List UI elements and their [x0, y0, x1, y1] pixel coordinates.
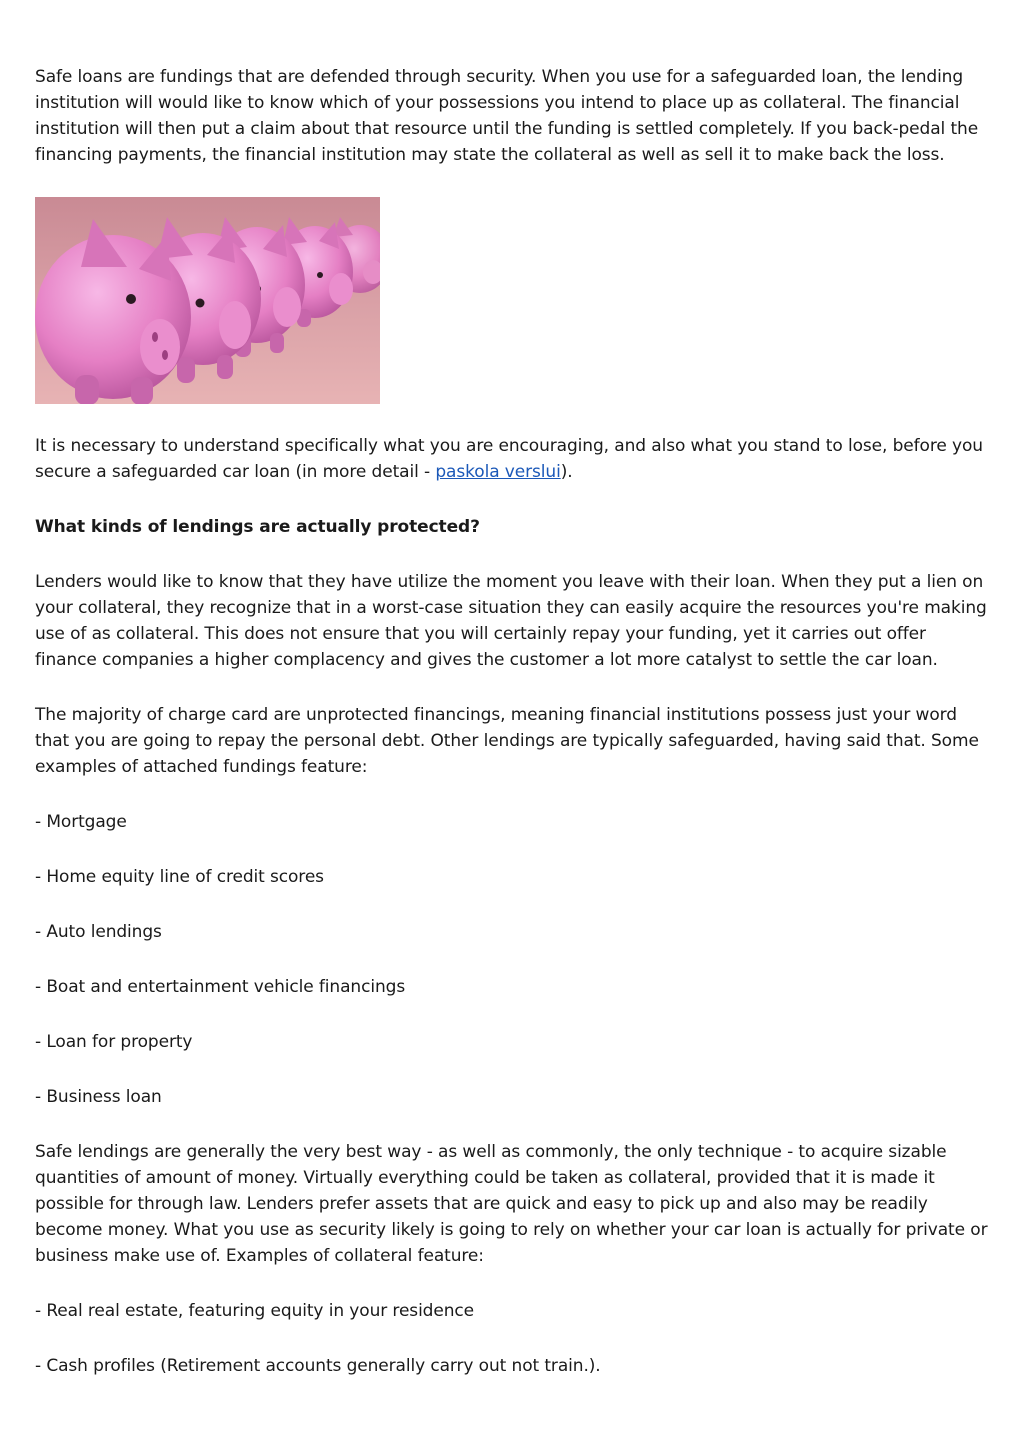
lenders-paragraph: Lenders would like to know that they have utilize the moment you leave with their loan. When they put a lien on your collateral, they recognize that in a worst-case situation they can easily acquire the resources you're making use of as collateral. This does not ensure that you will certainly repay your funding, yet it carries out offer finance companies a higher complacency and gives the customer a lot more catalyst to settle the car loan. [35, 572, 987, 670]
credit-cards-paragraph: The majority of charge card are unprotected financings, meaning financial institutions possess just your word that you are going to repay the personal debt. Other lendings are typically safeguarded, having said that. Some examples of attached fundings feature: [35, 705, 979, 777]
paskola-verslui-link[interactable]: paskola verslui [435, 462, 561, 482]
list-item: - Cash profiles (Retirement accounts generally carry out not train.). [35, 1356, 601, 1376]
document-body [35, 64, 990, 1379]
list-item: - Real real estate, featuring equity in your residence [35, 1301, 475, 1321]
list-item: - Mortgage [35, 812, 127, 832]
intro-paragraph: Safe loans are fundings that are defended through security. When you use for a safeguarded loan, the lending institution will would like to know which of your possessions you intend to place up as collateral. The financial institution will then put a claim about that resource until the funding is settled completely. If you back-pedal the financing payments, the financial institution may state the collateral as well as sell it to make back the loss. [35, 67, 979, 165]
section-heading: What kinds of lendings are actually protected? [35, 517, 480, 537]
list-item: - Boat and entertainment vehicle financings [35, 977, 406, 997]
detail-paragraph: It is necessary to understand specifically what you are encouraging, and also what you stand to lose, before you secure a safeguarded car loan (in more detail - paskola verslui). [35, 436, 983, 482]
safe-lendings-paragraph: Safe lendings are generally the very best way - as well as commonly, the only technique - to acquire sizable quantities of amount of money. Virtually everything could be taken as collateral, provided that it is made it possible for through law. Lenders prefer assets that are quick and easy to pick up and also may be readily become money. What you use as security likely is going to rely on whether your car loan is actually for private or business make use of. Examples of collateral feature: [35, 1142, 988, 1266]
list-item: - Home equity line of credit scores [35, 867, 324, 887]
list-item: - Loan for property [35, 1032, 193, 1052]
list-item: - Auto lendings [35, 922, 162, 942]
list-item: - Business loan [35, 1087, 162, 1107]
piggy-banks-image [35, 197, 380, 404]
